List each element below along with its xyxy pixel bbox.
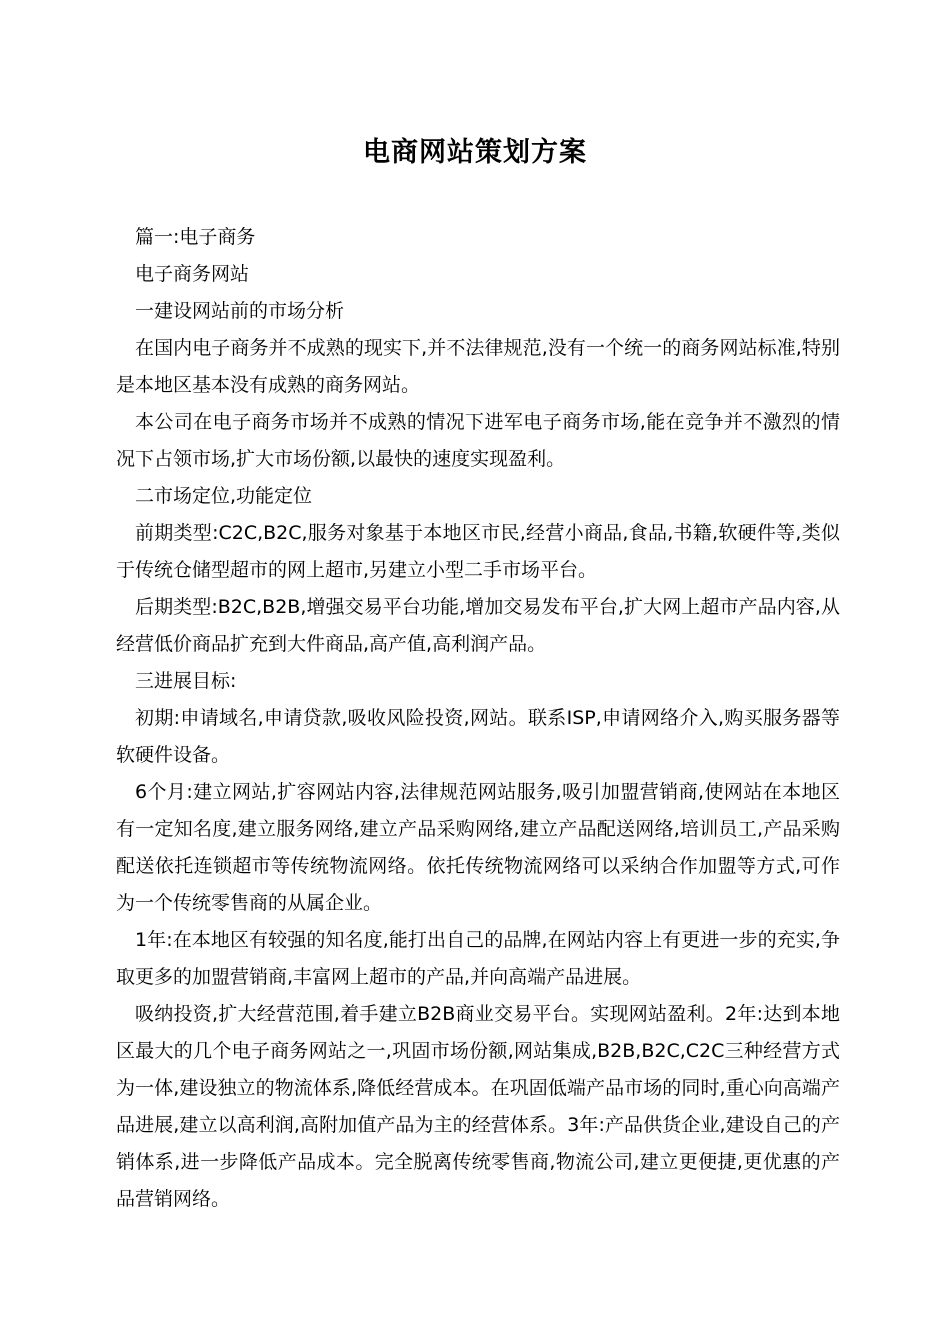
heading-development-goals: 三进展目标: xyxy=(135,670,237,692)
document-body xyxy=(116,219,840,1218)
paragraph-early-type: 前期类型:C2C,B2C,服务对象基于本地区市民,经营小商品,食品,书籍,软硬件等,类似于传统仓储型超市的网上超市,另建立小型二手市场平台。 xyxy=(116,522,840,581)
document-title: 电商网站策划方案 xyxy=(363,137,587,168)
heading-market-analysis: 一建设网站前的市场分析 xyxy=(135,300,345,322)
paragraph-company-entry: 本公司在电子商务市场并不成熟的情况下进军电子商务市场,能在竞争并不激烈的情况下占领市场,扩大市场份额,以最快的速度实现盈利。 xyxy=(116,411,840,470)
paragraph-initial-stage: 初期:申请域名,申请贷款,吸收风险投资,网站。联系ISP,申请网络介入,购买服务器等软硬件设备。 xyxy=(116,707,840,766)
paragraph-subtitle: 电子商务网站 xyxy=(135,263,250,285)
paragraph-domestic-market: 在国内电子商务并不成熟的现实下,并不法律规范,没有一个统一的商务网站标准,特别是本地区基本没有成熟的商务网站。 xyxy=(116,337,840,396)
paragraph-later-type: 后期类型:B2C,B2B,增强交易平台功能,增加交易发布平台,扩大网上超市产品内容,从经营低价商品扩充到大件商品,高产值,高利润产品。 xyxy=(116,596,840,655)
paragraph-six-months: 6个月:建立网站,扩容网站内容,法律规范网站服务,吸引加盟营销商,使网站在本地区有一定知名度,建立服务网络,建立产品采购网络,建立产品配送网络,培训员工,产品采购配送依托连锁超市等传统物流网络。依托传统物流网络可以采纳合作加盟等方式,可作为一个传统零售商的从属企业。 xyxy=(116,781,840,914)
paragraph-section-label: 篇一:电子商务 xyxy=(135,226,256,248)
paragraph-one-year: 1年:在本地区有较强的知名度,能打出自己的品牌,在网站内容上有更进一步的充实,争取更多的加盟营销商,丰富网上超市的产品,并向高端产品进展。 xyxy=(116,929,840,988)
paragraph-investment-and-years: 吸纳投资,扩大经营范围,着手建立B2B商业交易平台。实现网站盈利。2年:达到本地区最大的几个电子商务网站之一,巩固市场份额,网站集成,B2B,B2C,C2C三种经营方式为一体,建设独立的物流体系,降低经营成本。在巩固低端产品市场的同时,重心向高端产品进展,建立以高利润,高附加值产品为主的经营体系。3年:产品供货企业,建设自己的产销体系,进一步降低产品成本。完全脱离传统零售商,物流公司,建立更便捷,更优惠的产品营销网络。 xyxy=(116,1003,840,1210)
heading-positioning: 二市场定位,功能定位 xyxy=(135,485,313,507)
